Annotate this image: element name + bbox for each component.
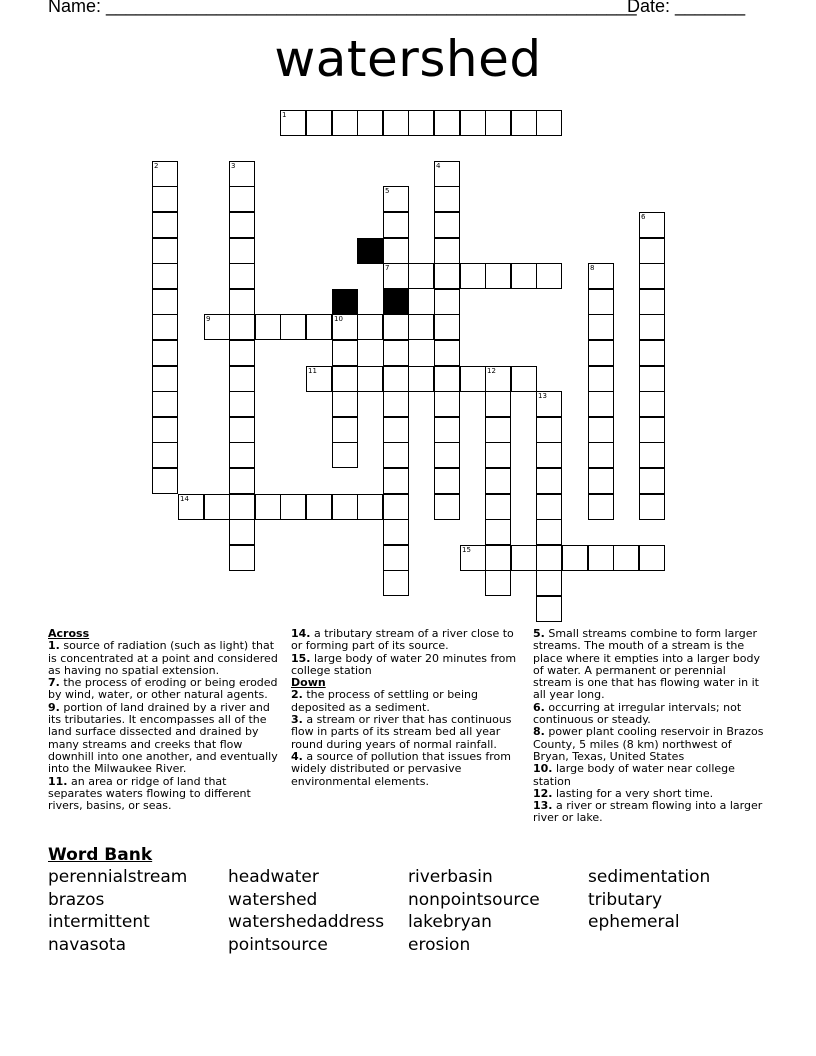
grid-cell[interactable]: [434, 468, 460, 494]
word-bank-item: sedimentation: [588, 867, 711, 887]
grid-cell[interactable]: [434, 366, 460, 392]
grid-cell[interactable]: [588, 314, 614, 340]
grid-cell[interactable]: [485, 442, 511, 468]
grid-cell[interactable]: [229, 391, 255, 417]
grid-cell[interactable]: [485, 110, 511, 136]
clue-number: 7: [385, 264, 390, 272]
grid-cell[interactable]: [255, 494, 281, 520]
grid-cell[interactable]: [639, 366, 665, 392]
grid-cell[interactable]: [536, 519, 562, 545]
grid-cell[interactable]: [229, 289, 255, 315]
grid-cell[interactable]: [357, 110, 383, 136]
word-bank-item: tributary: [588, 890, 663, 910]
grid-cell[interactable]: [588, 366, 614, 392]
grid-cell[interactable]: [511, 110, 537, 136]
word-bank-item: headwater: [228, 867, 319, 887]
grid-cell[interactable]: [332, 366, 358, 392]
word-bank-item: riverbasin: [408, 867, 493, 887]
grid-cell[interactable]: [434, 391, 460, 417]
grid-cell[interactable]: [383, 366, 409, 392]
grid-cell[interactable]: [152, 314, 178, 340]
clues-column-2: [291, 628, 521, 788]
grid-cell[interactable]: [332, 442, 358, 468]
grid-cell[interactable]: [485, 494, 511, 520]
grid-cell[interactable]: [485, 545, 511, 571]
grid-cell[interactable]: [588, 417, 614, 443]
grid-cell[interactable]: [306, 110, 332, 136]
grid-cell[interactable]: [434, 186, 460, 212]
grid-cell[interactable]: [408, 110, 434, 136]
name-field-label: Name: _____________________________________________________: [48, 0, 637, 16]
down-heading: Down: [291, 676, 326, 690]
grid-cell[interactable]: [511, 545, 537, 571]
grid-cell[interactable]: [383, 212, 409, 238]
grid-cell[interactable]: [613, 545, 639, 571]
grid-cell[interactable]: [588, 263, 614, 289]
word-bank-title: Word Bank: [48, 845, 153, 865]
grid-cell[interactable]: [383, 494, 409, 520]
grid-cell[interactable]: [204, 314, 230, 340]
grid-cell[interactable]: [229, 161, 255, 187]
grid-cell[interactable]: [536, 545, 562, 571]
grid-cell[interactable]: [639, 391, 665, 417]
clue-down-4: 4. a source of pollution that issues from widely distributed or pervasive environmental elements.: [291, 749, 511, 788]
grid-cell[interactable]: [485, 519, 511, 545]
grid-cell[interactable]: [229, 263, 255, 289]
grid-cell[interactable]: [383, 442, 409, 468]
grid-cell[interactable]: [434, 289, 460, 315]
date-field-label: Date: _______: [627, 0, 746, 16]
grid-cell[interactable]: [152, 238, 178, 264]
word-bank-item: watershed: [228, 890, 318, 910]
grid-cell[interactable]: [229, 442, 255, 468]
grid-cell[interactable]: [562, 545, 588, 571]
clue-number: 12: [487, 367, 496, 375]
grid-cell[interactable]: [152, 289, 178, 315]
clues-column-3: [533, 628, 765, 825]
grid-cell[interactable]: [383, 468, 409, 494]
grid-cell[interactable]: [485, 263, 511, 289]
grid-cell[interactable]: [485, 468, 511, 494]
grid-cell[interactable]: [460, 366, 486, 392]
clue-number: 4: [436, 162, 441, 170]
grid-cell[interactable]: [639, 494, 665, 520]
grid-cell[interactable]: [152, 391, 178, 417]
grid-cell[interactable]: [434, 442, 460, 468]
grid-cell[interactable]: [383, 340, 409, 366]
word-bank-item: pointsource: [228, 935, 328, 955]
clue-down-8: 8. power plant cooling reservoir in Brazos County, 5 miles (8 km) northwest of Bryan, Texas, United States: [533, 725, 764, 763]
grid-cell[interactable]: [383, 519, 409, 545]
grid-cell[interactable]: [152, 212, 178, 238]
word-bank-item: lakebryan: [408, 912, 492, 932]
clue-number: 10: [334, 315, 343, 323]
grid-cell[interactable]: [229, 340, 255, 366]
grid-cell[interactable]: [332, 494, 358, 520]
grid-cell[interactable]: [536, 468, 562, 494]
grid-cell[interactable]: [178, 494, 204, 520]
grid-cell[interactable]: [357, 314, 383, 340]
clue-number: 15: [462, 546, 471, 554]
grid-cell[interactable]: [229, 468, 255, 494]
grid-cell[interactable]: [332, 391, 358, 417]
grid-cell[interactable]: [255, 314, 281, 340]
grid-cell[interactable]: [280, 494, 306, 520]
word-bank-item: watershedaddress: [228, 912, 385, 932]
grid-cell[interactable]: [460, 263, 486, 289]
clue-number: 9: [206, 315, 211, 323]
grid-cell[interactable]: [383, 263, 409, 289]
grid-cell[interactable]: [229, 366, 255, 392]
grid-cell[interactable]: [383, 314, 409, 340]
clue-number: 1: [282, 111, 287, 119]
grid-cell[interactable]: [152, 468, 178, 494]
clue-number: 3: [231, 162, 236, 170]
grid-cell[interactable]: [332, 417, 358, 443]
grid-cell[interactable]: [434, 238, 460, 264]
grid-cell[interactable]: [408, 263, 434, 289]
word-bank-item: brazos: [48, 890, 105, 910]
grid-cell[interactable]: [485, 417, 511, 443]
clue-across-1: 1. source of radiation (such as light) that is concentrated at a point and considered as having no spatial extension.: [48, 639, 278, 677]
grid-cell[interactable]: [280, 314, 306, 340]
clue-number: 13: [538, 392, 547, 400]
clue-down-12: 12. lasting for a very short time.: [533, 786, 714, 800]
grid-cell[interactable]: [280, 110, 306, 136]
grid-cell[interactable]: [434, 212, 460, 238]
grid-cell[interactable]: [434, 263, 460, 289]
grid-cell[interactable]: [485, 391, 511, 417]
grid-cell[interactable]: [588, 391, 614, 417]
grid-cell[interactable]: [434, 340, 460, 366]
grid-cell[interactable]: [460, 545, 486, 571]
word-bank-item: ephemeral: [588, 912, 680, 932]
grid-cell[interactable]: [639, 263, 665, 289]
grid-cell[interactable]: [588, 289, 614, 315]
word-bank-item: nonpointsource: [408, 890, 540, 910]
clue-number: 2: [154, 162, 159, 170]
clue-across-7: 7. the process of eroding or being eroded by wind, water, or other natural agents.: [48, 676, 278, 702]
grid-cell[interactable]: [536, 263, 562, 289]
grid-cell[interactable]: [536, 570, 562, 596]
clues-column-1: [48, 628, 283, 812]
grid-cell[interactable]: [485, 570, 511, 596]
clue-number: 5: [385, 187, 390, 195]
grid-cell[interactable]: [152, 186, 178, 212]
grid-cell[interactable]: [229, 212, 255, 238]
word-bank-item: perennialstream: [48, 867, 188, 887]
grid-cell[interactable]: [383, 110, 409, 136]
grid-cell[interactable]: [511, 263, 537, 289]
grid-cell[interactable]: [639, 417, 665, 443]
grid-cell[interactable]: [434, 161, 460, 187]
across-heading: Across: [48, 627, 90, 640]
grid-cell[interactable]: [383, 570, 409, 596]
grid-cell[interactable]: [229, 545, 255, 571]
grid-cell[interactable]: [229, 417, 255, 443]
word-bank-item: erosion: [408, 935, 471, 955]
grid-cell[interactable]: [434, 314, 460, 340]
grid-cell[interactable]: [332, 110, 358, 136]
grid-cell[interactable]: [536, 110, 562, 136]
clue-down-2: 2. the process of settling or being deposited as a sediment.: [291, 688, 478, 714]
grid-cell[interactable]: [434, 494, 460, 520]
clue-number: 14: [180, 495, 189, 503]
clue-down-3: 3. a stream or river that has continuous flow in parts of its stream bed all year round during years of normal rainfall.: [291, 713, 512, 751]
grid-cell[interactable]: [639, 442, 665, 468]
grid-cell[interactable]: [152, 366, 178, 392]
grid-cell[interactable]: [229, 494, 255, 520]
grid-cell[interactable]: [332, 340, 358, 366]
grid-cell[interactable]: [306, 494, 332, 520]
clue-down-13: 13. a river or stream flowing into a larger river or lake.: [533, 799, 763, 825]
grid-cell[interactable]: [588, 442, 614, 468]
grid-cell[interactable]: [536, 442, 562, 468]
blocked-cell: [357, 238, 383, 264]
grid-cell[interactable]: [639, 289, 665, 315]
grid-cell[interactable]: [639, 468, 665, 494]
clue-across-9: 9. portion of land drained by a river and its tributaries. It encompasses all of the land surface dissected and drained by many streams and creeks that flow downhill into one another, and eventually into the Milwaukee River.: [48, 700, 278, 776]
grid-cell[interactable]: [639, 212, 665, 238]
grid-cell[interactable]: [229, 519, 255, 545]
grid-cell[interactable]: [536, 417, 562, 443]
grid-cell[interactable]: [152, 340, 178, 366]
grid-cell[interactable]: [408, 366, 434, 392]
grid-cell[interactable]: [408, 314, 434, 340]
grid-cell[interactable]: [588, 340, 614, 366]
grid-cell[interactable]: [357, 494, 383, 520]
grid-cell[interactable]: [357, 366, 383, 392]
grid-cell[interactable]: [229, 314, 255, 340]
grid-cell[interactable]: [639, 314, 665, 340]
grid-cell[interactable]: [536, 391, 562, 417]
grid-cell[interactable]: [536, 494, 562, 520]
grid-cell[interactable]: [332, 314, 358, 340]
grid-cell[interactable]: [306, 314, 332, 340]
grid-cell[interactable]: [588, 494, 614, 520]
grid-cell[interactable]: [639, 340, 665, 366]
grid-cell[interactable]: [460, 110, 486, 136]
word-bank-item: navasota: [48, 935, 127, 955]
grid-cell[interactable]: [383, 238, 409, 264]
grid-cell[interactable]: [152, 442, 178, 468]
page-title: watershed: [274, 30, 542, 88]
clue-down-10: 10. large body of water near college station: [533, 762, 735, 788]
clue-across-11: 11. an area or ridge of land that separates waters flowing to different rivers, basins, or seas.: [48, 774, 251, 813]
grid-cell[interactable]: [639, 238, 665, 264]
clue-across-14: 14. a tributary stream of a river close to or forming part of its source.: [291, 627, 514, 653]
grid-cell[interactable]: [152, 161, 178, 187]
grid-cell[interactable]: [536, 596, 562, 622]
clue-number: 11: [308, 367, 317, 375]
word-bank-item: intermittent: [48, 912, 150, 932]
grid-cell[interactable]: [588, 468, 614, 494]
grid-cell[interactable]: [434, 110, 460, 136]
clue-down-6: 6. occurring at irregular intervals; not continuous or steady.: [533, 700, 742, 727]
grid-cell[interactable]: [306, 366, 332, 392]
grid-cell[interactable]: [485, 366, 511, 392]
grid-cell[interactable]: [434, 417, 460, 443]
grid-cell[interactable]: [152, 263, 178, 289]
grid-cell[interactable]: [204, 494, 230, 520]
grid-cell[interactable]: [383, 545, 409, 571]
grid-cell[interactable]: [383, 186, 409, 212]
blocked-cell: [383, 289, 409, 315]
grid-cell[interactable]: [588, 545, 614, 571]
clue-number: 6: [641, 213, 646, 221]
grid-cell[interactable]: [229, 238, 255, 264]
grid-cell[interactable]: [229, 186, 255, 212]
clue-across-15: 15. large body of water 20 minutes from college station: [291, 651, 517, 677]
clue-number: 8: [590, 264, 595, 272]
grid-cell[interactable]: [639, 545, 665, 571]
blocked-cell: [332, 289, 358, 315]
grid-cell[interactable]: [383, 417, 409, 443]
grid-cell[interactable]: [383, 391, 409, 417]
grid-cell[interactable]: [152, 417, 178, 443]
clue-down-5: 5. Small streams combine to form larger streams. The mouth of a stream is the place where it empties into a larger body of water. A permanent or perennial stream is one that has flowing water in it all year long.: [533, 627, 760, 702]
grid-cell[interactable]: [511, 366, 537, 392]
